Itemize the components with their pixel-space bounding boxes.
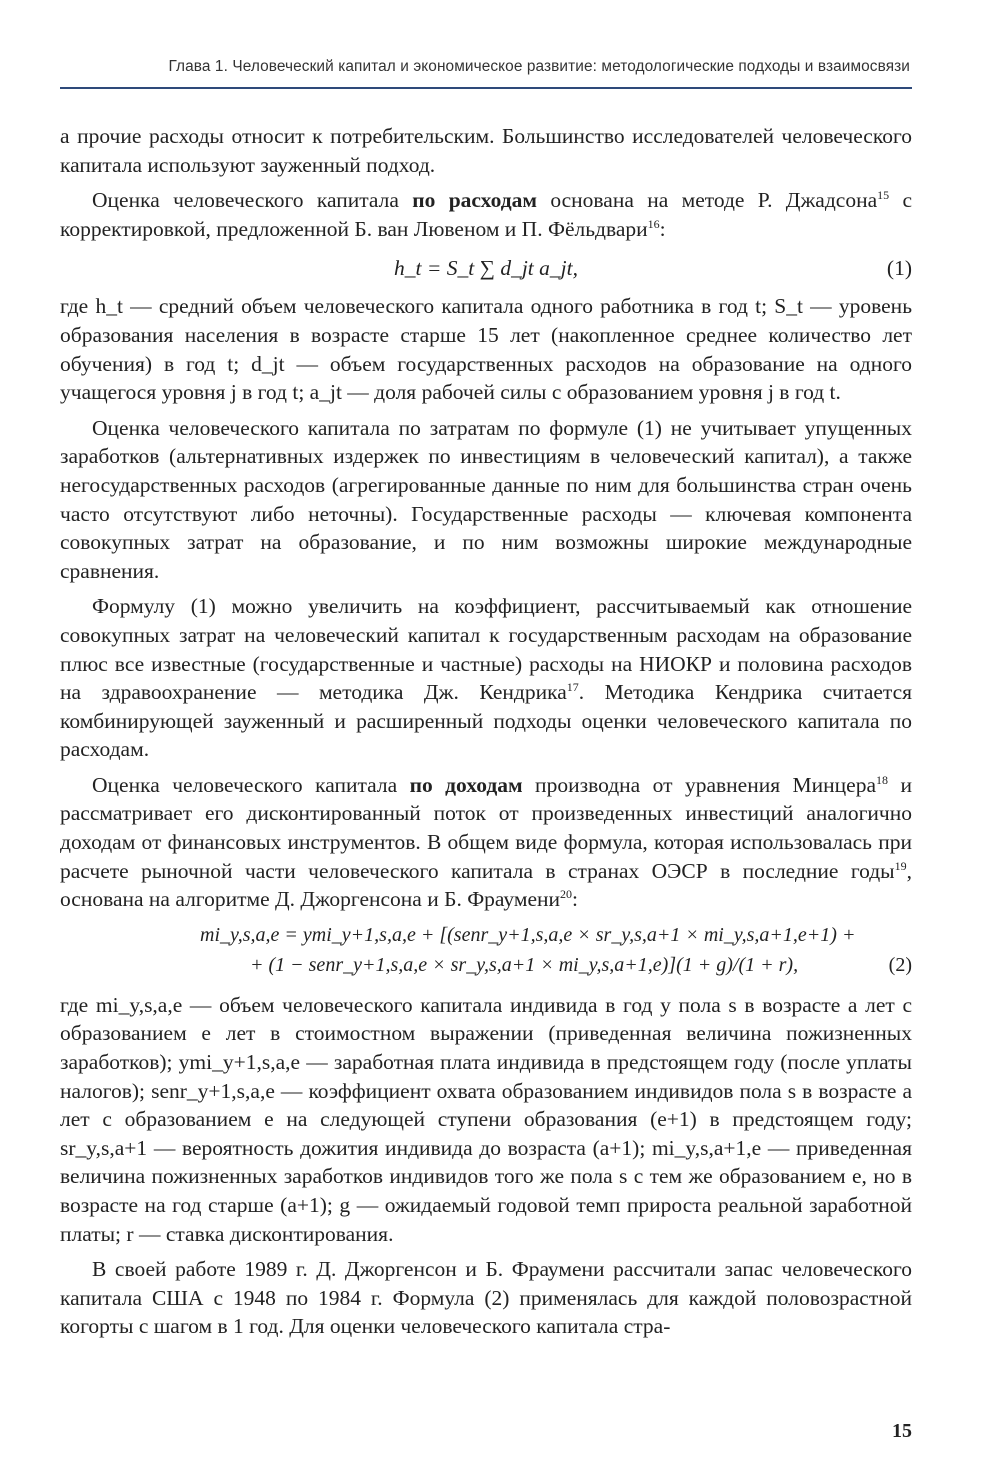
equation-number-2: (2): [888, 953, 912, 976]
paragraph-4: Оценка человеческого капитала по затратам по формуле (1) не учитывает упущенных заработков (альтернативных издержек по инвестициям в человеческий капитал), а также негосударственных расходов (агрегированные данные по ним для большинства стран очень часто отсутствуют либо неточны). Государственные расходы — ключевая компонента совокупных затрат на образование, и по ним возможны широкие международные сравнения.: [60, 415, 912, 583]
paragraph-2: Оценка человеческого капитала по расходам основана на методе Р. Джадсона$^{15}$ с корректировкой, предложенной Б. ван Лювеном и П. Фёльдвари$^{16}$:: [60, 188, 912, 241]
formula-2-line-1: mi_y,s,a,e = ymi_y+1,s,a,e + [(senr_y+1,s,a,e × sr_y,s,a+1 × mi_y,s,a+1,e+1) +: [200, 923, 856, 946]
running-header: Глава 1. Человеческий капитал и экономическое развитие: методологические подходы и взаимосвязи: [168, 58, 910, 75]
paragraph-8: В своей работе 1989 г. Д. Джоргенсон и Б. Фраумени рассчитали запас человеческого капитала США с 1948 по 1984 г. Формула (2) применялась для каждой половозрастной когорты с шагом в 1 год. Для оценки человеческого капитала стра-: [60, 1257, 912, 1339]
footnote-ref-15[interactable]: 15: [877, 188, 890, 203]
formula-1-expression: h_t = S_t ∑ d_jt a_jt,: [394, 256, 578, 281]
footnote-ref-20[interactable]: 20: [560, 887, 573, 902]
paragraph-1: а прочие расходы относит к потребительским. Большинство исследователей человеческого капитала используют зауженный подход.: [60, 124, 912, 177]
footnote-ref-18[interactable]: 18: [876, 772, 889, 787]
formula-1: [60, 250, 912, 288]
paragraph-6: Оценка человеческого капитала по доходам производна от уравнения Минцера$^{18}$ и рассматривает его дисконтированный поток от произведенных инвестиций аналогично доходам от финансовых инструментов. В общем виде формула, которая использовалась при расчете рыночной части человеческого капитала в странах ОЭСР в последние годы$^{19}$, основана на алгоритме Д. Джоргенсона и Б. Фраумени$^{20}$:: [60, 772, 912, 912]
page-number: 15: [892, 1420, 912, 1442]
paragraph-5: Формулу (1) можно увеличить на коэффициент, рассчитываемый как отношение совокупных затрат на человеческий капитал к государственным расходам на образование плюс все известные (государственные и частные) расходы на НИОКР и половина расходов на здравоохранение — методика Дж. Кендрика$^{17}$. Методика Кендрика считается комбинирующей зауженный и расширенный подходы оценки человеческого капитала по расходам.: [60, 594, 912, 762]
formula-2: [60, 921, 912, 983]
footnote-ref-16[interactable]: 16: [647, 216, 660, 231]
bold-term-expenditure: по расходам: [412, 188, 538, 213]
paragraph-3: где h_t — средний объем человеческого капитала одного работника в год t; S_t — уровень образования населения в возрасте старше 15 лет (накопленное среднее количество лет обучения) в год t; d_jt — объем государственных расходов на образование на одного учащегося уровня j в год t; a_jt — доля рабочей силы с образованием уровня j в год t.: [60, 294, 912, 405]
formula-2-line-2: + (1 − senr_y+1,s,a,e × sr_y,s,a+1 × mi_y,s,a+1,e)](1 + g)/(1 + r),: [250, 953, 799, 976]
equation-number-1: (1): [886, 256, 912, 281]
footnote-ref-17[interactable]: 17: [566, 680, 579, 695]
bold-term-income: по доходам: [409, 772, 523, 797]
header-rule: [60, 87, 912, 89]
page-body: [60, 122, 912, 1348]
paragraph-7: где mi_y,s,a,e — объем человеческого капитала индивида в год y пола s в возрасте a лет с образованием e лет в стоимостном выражении (приведенная величина пожизненных заработков); ymi_y+1,s,a,e — заработная плата индивида в предстоящем году (после уплаты налогов); senr_y+1,s,a,e — коэффициент охвата образованием индивидов пола s в возрасте a лет с образованием e на следующей ступени образования (e+1) в предстоящем году; sr_y,s,a+1 — вероятность дожития индивида до возраста (a+1); mi_y,s,a+1,e — приведенная величина пожизненных заработков индивидов того же пола s с тем же образованием e, но в возрасте на год старше (a+1); g — ожидаемый годовой темп прироста реальной заработной платы; r — ставка дисконтирования.: [60, 992, 912, 1246]
footnote-ref-19[interactable]: 19: [894, 858, 907, 873]
